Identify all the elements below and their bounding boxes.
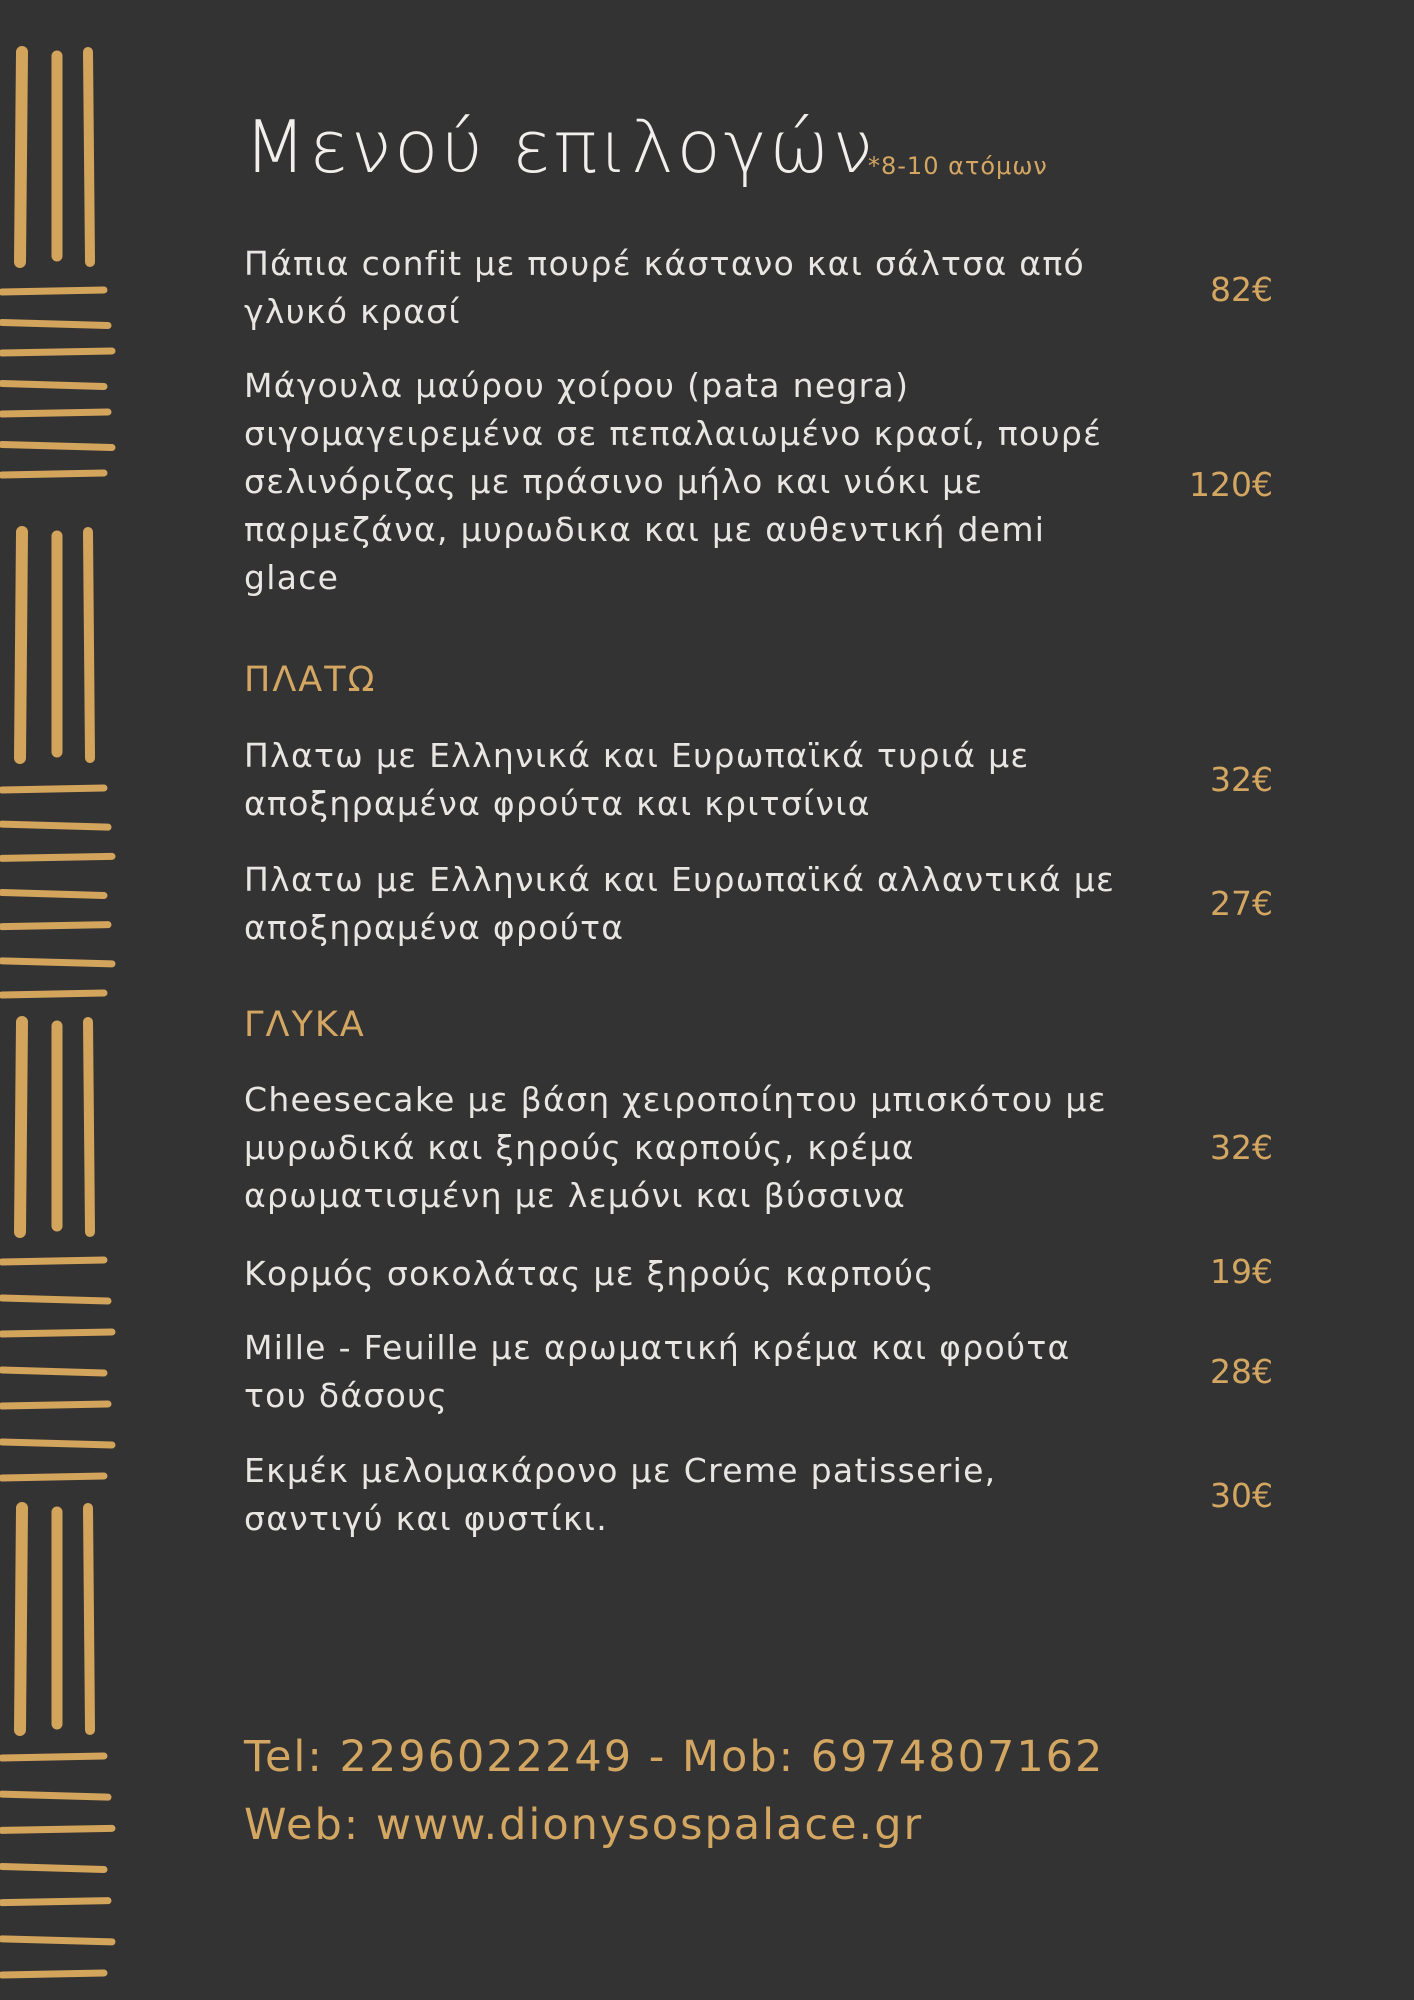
- menu-item-name: Cheesecake με βάση χειροποίητου μπισκότου με μυρωδικά και ξηρούς καρπούς, κρέμα αρωματισμένη με λεμόνι και βύσσινα: [244, 1080, 1107, 1215]
- brush-stroke: [2, 1939, 112, 1942]
- brush-stroke: [2, 351, 112, 353]
- brush-stroke: [88, 532, 90, 758]
- section-heading: ΓΛΥΚΑ: [244, 1005, 366, 1045]
- brush-stroke: [2, 893, 104, 896]
- brush-stroke: [88, 1022, 90, 1232]
- brush-stroke: [2, 1901, 108, 1903]
- decorative-stripe-border: [0, 0, 120, 2000]
- brush-stroke: [2, 788, 104, 790]
- menu-item-price: 32€: [1210, 1128, 1273, 1167]
- brush-stroke: [2, 1794, 108, 1797]
- brush-stroke: [2, 1973, 104, 1975]
- brush-stroke: [2, 1332, 112, 1334]
- menu-item-name: Εκμέκ μελομακάρονο με Creme patisserie, σαντιγύ και φυστίκι.: [244, 1451, 997, 1538]
- menu-item-price: 30€: [1210, 1476, 1273, 1515]
- menu-item-name: Πάπια confit με πουρέ κάστανο και σάλτσα από γλυκό κρασί: [244, 244, 1085, 331]
- brush-stroke: [88, 1508, 90, 1730]
- brush-stroke: [20, 532, 22, 758]
- brush-stroke: [2, 323, 108, 326]
- brush-stroke: [20, 52, 22, 262]
- brush-stroke: [2, 1867, 104, 1870]
- menu-item-price: 28€: [1210, 1352, 1273, 1391]
- brush-stroke: [2, 1828, 112, 1830]
- brush-stroke: [2, 1404, 108, 1406]
- brush-stroke: [20, 1508, 22, 1730]
- menu-item-name: Πλατω με Ελληνικά και Ευρωπαϊκά αλλαντικά με αποξηραμένα φρούτα: [244, 860, 1116, 947]
- page-title: Μενού επιλογών: [244, 105, 876, 189]
- title-note: *8-10 ατόμων: [868, 152, 1048, 180]
- menu-item-price: 32€: [1210, 760, 1273, 799]
- brush-stroke: [2, 1476, 104, 1478]
- brush-stroke: [88, 52, 90, 262]
- brush-stroke: [2, 824, 108, 827]
- menu-item-name: Mille - Feuille με αρωματική κρέμα και φρούτα του δάσους: [244, 1328, 1071, 1415]
- brush-stroke: [2, 412, 108, 414]
- contact-phones: Tel: 2296022249 - Mob: 6974807162: [244, 1732, 1105, 1782]
- brush-stroke: [2, 961, 112, 964]
- brush-stroke: [2, 445, 112, 448]
- menu-item-name: Κορμός σοκολάτας με ξηρούς καρπούς: [244, 1254, 935, 1293]
- menu-item-name: Πλατω με Ελληνικά και Ευρωπαϊκά τυριά με αποξηραμένα φρούτα και κριτσίνια: [244, 736, 1030, 823]
- brush-stroke: [2, 1370, 104, 1373]
- brush-stroke: [2, 993, 104, 995]
- brush-stroke: [2, 856, 112, 858]
- brush-stroke: [2, 1756, 104, 1758]
- brush-stroke: [2, 1260, 104, 1262]
- brush-stroke: [2, 473, 104, 475]
- brush-stroke: [2, 925, 108, 927]
- menu-item-price: 19€: [1210, 1252, 1273, 1291]
- menu-item-name: Μάγουλα μαύρου χοίρου (pata negra) σιγομαγειρεμένα σε πεπαλαιωμένο κρασί, πουρέ σελινόριζας με πράσινο μήλο και νιόκι με παρμεζάνα, μυρωδικα και με αυθεντική demi glace: [244, 366, 1103, 597]
- brush-stroke: [2, 290, 104, 292]
- menu-item-price: 120€: [1189, 465, 1273, 504]
- contact-web: Web: www.dionysospalace.gr: [244, 1800, 924, 1850]
- menu-item-price: 27€: [1210, 884, 1273, 923]
- brush-stroke: [2, 1442, 112, 1445]
- brush-stroke: [2, 384, 104, 387]
- section-heading: ΠΛΑΤΩ: [244, 660, 377, 700]
- menu-item-price: 82€: [1210, 270, 1273, 309]
- brush-stroke: [2, 1298, 108, 1301]
- brush-stroke: [20, 1022, 22, 1232]
